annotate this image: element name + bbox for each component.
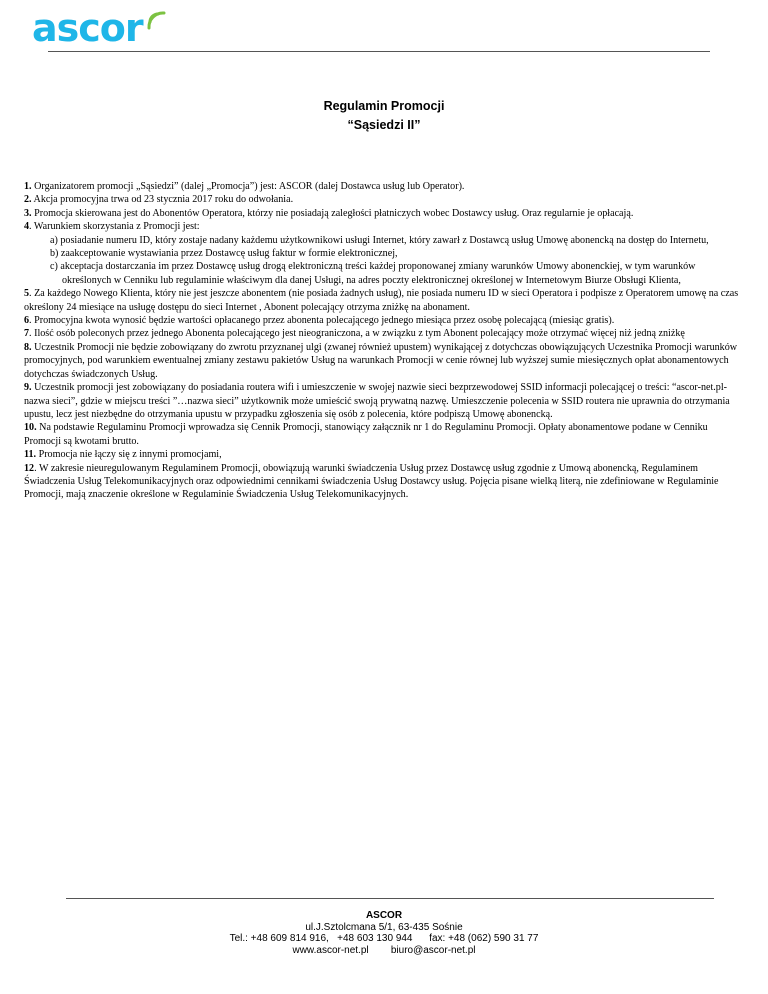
rule-7: 7. Ilość osób poleconych przez jednego Abonenta polecającego jest nieograniczona, a w związku z tym Abonent polecający może otrzymać więcej niż jedną zniżkę bbox=[24, 328, 685, 340]
footer-email: biuro@ascor-net.pl bbox=[390, 944, 476, 956]
title-line-2: “Sąsiedzi II” bbox=[347, 118, 421, 132]
rule-6: 6. Promocyjna kwota wynosić będzie wartości opłacanego przez abonenta polecającego jednego miesiąca przez osobę polecającą (miesiąc gratis). bbox=[24, 315, 615, 327]
signal-wave-icon bbox=[146, 8, 170, 32]
rule-9: 9. Uczestnik promocji jest zobowiązany do posiadania routera wifi i umieszczenie w swojej nazwie sieci bezprzewodowej SSID informacji polecającej o treści: “ascor-net.pl-nazwa sieci”, gdzie w miejscu treści ”…nazwa sieci” użytkownik może umieścić swoją prywatną nazwę. Umieszczenie polecenia w SSID routera nie uprawnia do otrzymania upustu, lecz jest niezbędne do otrzymania upustu w przypadku zgłoszenia się osób z polecenia, które podpiszą Umowę abonencką. bbox=[24, 382, 730, 420]
rules-body bbox=[24, 180, 746, 502]
footer-contact bbox=[0, 945, 768, 957]
rule-4: 4. Warunkiem skorzystania z Promocji jest: bbox=[24, 221, 200, 233]
ascor-logo bbox=[32, 6, 172, 50]
title-line-1: Regulamin Promocji bbox=[323, 99, 445, 113]
rule-3: 3. Promocja skierowana jest do Abonentów Operatora, którzy nie posiadają zaległości płatniczych wobec Dostawcy usług. Oraz regularnie je opłacają. bbox=[24, 207, 634, 219]
footer-company: ASCOR bbox=[365, 910, 403, 921]
rule-4b: b) zaakceptowanie wystawiania przez Dostawcę usług faktur w formie elektronicznej, bbox=[50, 248, 398, 260]
logo-text: ascor bbox=[32, 6, 143, 50]
rule-1: 1. Organizatorem promocji „Sąsiedzi” (dalej „Promocja”) jest: ASCOR (dalej Dostawca usług lub Operator). bbox=[24, 181, 465, 192]
footer-divider bbox=[66, 898, 714, 899]
rule-8: 8. Uczestnik Promocji nie będzie zobowiązany do zwrotu przyznanej ulgi (zwanej również upustem) wynikającej z dotychczas obowiązujących Uczestnika Promocji warunków promocyjnych, pod warunkiem ewentualnej zmiany zestawu pakietów Usług na warunkach Promocji w cenie równej lub wyższej sumie miesięcznych opłat abonamentowych dotychczas świadczonych Usług. bbox=[24, 341, 738, 380]
rule-11: 11. Promocja nie łączy się z innymi promocjami, bbox=[24, 449, 222, 461]
footer-phones: Tel.: +48 609 814 916, +48 603 130 944 fax: +48 (062) 590 31 77 bbox=[229, 933, 539, 944]
rule-5: 5. Za każdego Nowego Klienta, który nie jest jeszcze abonentem (nie posiada żadnych usług), nie posiada numeru ID w sieci Operatora i podpisze z Operatorem umowę na czas określony 24 miesiące na usługę dostępu do sieci Internet , Abonent polecający otrzyma zniżkę na abonament. bbox=[24, 288, 739, 313]
document-title bbox=[0, 97, 768, 135]
header-divider bbox=[48, 51, 710, 52]
rule-12: 12. W zakresie nieuregulowanym Regulaminem Promocji, obowiązują warunki świadczenia Usług przez Dostawcę usług zgodnie z Umową abonencką, Regulaminem Świadczenia Usług Telekomunikacyjnych oraz odpowiednimi cennikami świadczenia Usług Dostawcy usług. Pojęcia pisane wielką literą, nie zdefiniowane w Regulaminie Promocji, mają znaczenie określone w Regulaminie Świadczenia Usług Telekomunikacyjnych. bbox=[24, 462, 719, 501]
footer-web: www.ascor-net.pl bbox=[292, 944, 369, 956]
footer-address: ul.J.Sztolcmana 5/1, 63-435 Sośnie bbox=[305, 921, 463, 933]
rule-2: 2. Akcja promocyjna trwa od 23 stycznia 2017 roku do odwołania. bbox=[24, 194, 294, 206]
footer bbox=[0, 910, 768, 956]
rule-4a: a) posiadanie numeru ID, który zostaje nadany każdemu użytkownikowi usługi Internet, który zawarł z Dostawcą usług Umowę abonencką na dostęp do Internetu, bbox=[50, 234, 709, 246]
rule-4c-continued: określonych w Cenniku lub regulaminie właściwym dla danej Usługi, na adres poczty elektronicznej określonej w Internetowym Biurze Obsługi Klienta, bbox=[62, 274, 681, 286]
rule-10: 10. Na podstawie Regulaminu Promocji wprowadza się Cennik Promocji, stanowiący załącznik nr 1 do Regulaminu Promocji. Opłaty abonamentowe podane w Cenniku Promocji są kwotami brutto. bbox=[24, 422, 708, 447]
rule-4c: c) akceptacja dostarczania im przez Dostawcę usług drogą elektroniczną treści każdej proponowanej zmiany warunków Umowy abonenckiej, w tym warunków bbox=[50, 261, 696, 273]
